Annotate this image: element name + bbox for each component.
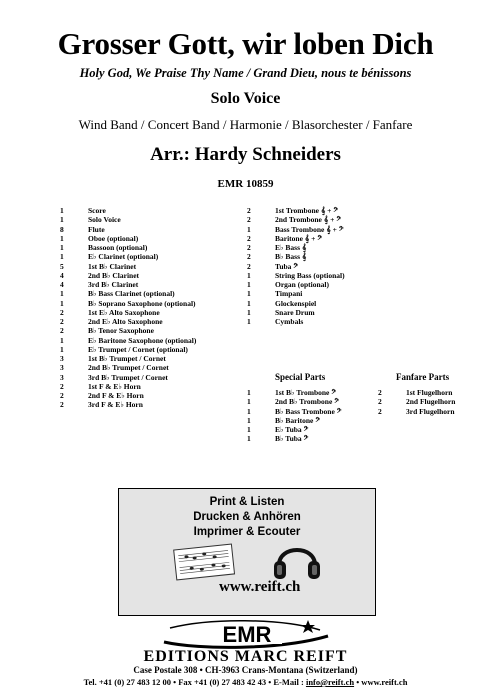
part-name: B♭ Baritone 𝄢 xyxy=(275,415,321,425)
part-name: Organ (optional) xyxy=(275,280,329,289)
part-name: 1st F & E♭ Horn xyxy=(88,381,141,391)
part-name: Oboe (optional) xyxy=(88,233,139,243)
part-name: B♭ Bass Clarinet (optional) xyxy=(88,289,175,299)
part-row xyxy=(60,243,196,252)
fanfare-parts-heading: Fanfare Parts xyxy=(396,372,450,382)
part-row xyxy=(378,407,455,416)
part-row xyxy=(60,317,196,326)
part-name: 2nd B♭ Trombone 𝄢 xyxy=(275,397,340,407)
part-row xyxy=(60,234,196,243)
part-quantity: 1 xyxy=(60,298,64,308)
part-row xyxy=(247,416,342,425)
special-parts-heading: Special Parts xyxy=(275,372,326,382)
part-name: Solo Voice xyxy=(88,215,121,225)
part-quantity: 1 xyxy=(247,307,251,317)
part-row xyxy=(60,400,196,409)
part-quantity: 2 xyxy=(60,307,64,317)
part-quantity: 1 xyxy=(60,335,64,345)
part-row xyxy=(378,397,455,406)
band-types: Wind Band / Concert Band / Harmonie / Blasorchester / Fanfare xyxy=(78,117,413,132)
part-quantity: 2 xyxy=(247,243,251,252)
part-quantity: 2 xyxy=(60,400,64,410)
part-quantity: 1 xyxy=(60,344,64,354)
part-row xyxy=(60,326,196,335)
part-name: 2nd Trombone 𝄞 + 𝄢 xyxy=(275,215,342,225)
part-row xyxy=(60,289,196,298)
part-row xyxy=(247,206,345,215)
part-name: Cymbals xyxy=(275,317,304,326)
part-quantity: 1 xyxy=(247,434,251,444)
part-quantity: 1 xyxy=(247,406,251,416)
part-quantity: 3 xyxy=(60,354,64,363)
part-row xyxy=(247,407,342,416)
part-name: 2nd F & E♭ Horn xyxy=(88,391,144,400)
emr-logo-icon xyxy=(160,616,332,650)
logo-mark: EMR xyxy=(222,622,272,647)
part-name: E♭ Trumpet / Cornet (optional) xyxy=(88,344,188,354)
part-quantity: 2 xyxy=(60,317,64,326)
part-name: B♭ Tenor Saxophone xyxy=(88,326,154,336)
part-row xyxy=(247,280,345,289)
part-row xyxy=(247,434,342,443)
part-row xyxy=(247,252,345,261)
part-quantity: 1 xyxy=(247,317,251,326)
part-name: String Bass (optional) xyxy=(275,270,345,280)
website-link[interactable]: www.reift.ch xyxy=(219,579,301,595)
part-quantity: 2 xyxy=(60,381,64,391)
part-name: 2nd B♭ Clarinet xyxy=(88,270,140,280)
part-name: Score xyxy=(88,206,106,215)
part-quantity: 4 xyxy=(60,270,64,280)
part-quantity: 1 xyxy=(247,289,251,299)
part-quantity: 1 xyxy=(247,425,251,434)
part-quantity: 2 xyxy=(378,388,382,397)
part-row xyxy=(247,308,345,317)
part-row xyxy=(247,271,345,280)
part-name: E♭ Baritone Saxophone (optional) xyxy=(88,335,197,345)
part-quantity: 2 xyxy=(60,326,64,336)
part-row xyxy=(247,262,345,271)
part-name: 3rd B♭ Trumpet / Cornet xyxy=(88,372,168,382)
part-name: 3rd Flugelhorn xyxy=(406,406,455,416)
part-row xyxy=(60,354,196,363)
part-name: 3rd B♭ Clarinet xyxy=(88,280,139,289)
promo-line-3: Imprimer & Ecouter xyxy=(193,526,301,538)
part-quantity: 8 xyxy=(60,224,64,234)
subtitle: Holy God, We Praise Thy Name / Grand Dieu, nous te bénissons xyxy=(79,66,412,80)
part-row xyxy=(60,225,196,234)
part-quantity: 1 xyxy=(247,270,251,280)
email-link[interactable]: info@reift.ch xyxy=(305,677,355,687)
part-quantity: 2 xyxy=(247,233,251,243)
part-row xyxy=(247,215,345,224)
part-name: B♭ Soprano Saxophone (optional) xyxy=(88,298,196,308)
part-name: 1st B♭ Trombone 𝄢 xyxy=(275,388,337,397)
part-name: 2nd E♭ Alto Saxophone xyxy=(88,317,163,326)
arranger: Arr.: Hardy Schneiders xyxy=(150,144,341,165)
publisher-address: Case Postale 308 • CH-3963 Crans-Montana (Switzerland) xyxy=(133,665,358,675)
part-name: Flute xyxy=(88,224,105,234)
part-quantity: 1 xyxy=(247,388,251,397)
part-row xyxy=(60,299,196,308)
part-name: B♭ Bass 𝄞 xyxy=(275,252,307,262)
contact-suffix: • www.reift.ch xyxy=(354,677,408,687)
part-row xyxy=(60,345,196,354)
part-name: Bassoon (optional) xyxy=(88,243,148,252)
parts-list-left xyxy=(60,206,196,410)
part-quantity: 2 xyxy=(378,397,382,407)
part-row xyxy=(247,243,345,252)
part-row xyxy=(247,388,342,397)
part-quantity: 1 xyxy=(247,415,251,425)
part-name: 1st B♭ Trumpet / Cornet xyxy=(88,354,166,363)
part-quantity: 2 xyxy=(247,215,251,225)
part-row xyxy=(60,391,196,400)
catalog-number: EMR 10859 xyxy=(217,178,274,190)
part-quantity: 2 xyxy=(378,406,382,416)
part-name: 1st Trombone 𝄞 + 𝄢 xyxy=(275,206,339,215)
publisher-name: EDITIONS MARC REIFT xyxy=(143,648,348,665)
part-quantity: 5 xyxy=(60,261,64,271)
part-quantity: 1 xyxy=(247,280,251,289)
part-name: 1st B♭ Clarinet xyxy=(88,261,137,271)
special-parts-list xyxy=(247,388,342,444)
part-name: Timpani xyxy=(275,289,303,299)
sheet-music-icon xyxy=(171,541,237,581)
part-name: B♭ Tuba 𝄢 xyxy=(275,434,309,444)
solo-label: Solo Voice xyxy=(210,90,281,107)
page-title: Grosser Gott, wir loben Dich xyxy=(57,26,434,61)
part-row xyxy=(60,206,196,215)
part-quantity: 1 xyxy=(60,252,64,262)
part-row xyxy=(247,317,345,326)
promo-line-2: Drucken & Anhören xyxy=(193,511,301,523)
fanfare-parts-list xyxy=(378,388,455,416)
part-quantity: 1 xyxy=(60,233,64,243)
part-name: Baritone 𝄞 + 𝄢 xyxy=(275,233,323,243)
contact-prefix: Tel. +41 (0) 27 483 12 00 • Fax +41 (0) 27 483 42 43 • E-Mail : xyxy=(83,677,306,687)
part-row xyxy=(378,388,455,397)
part-name: E♭ Tuba 𝄢 xyxy=(275,425,309,434)
part-name: E♭ Bass 𝄞 xyxy=(275,243,307,252)
part-quantity: 3 xyxy=(60,363,64,373)
part-name: 3rd F & E♭ Horn xyxy=(88,400,143,410)
part-quantity: 1 xyxy=(247,397,251,407)
part-name: Glockenspiel xyxy=(275,298,317,308)
part-name: 2nd B♭ Trumpet / Cornet xyxy=(88,363,169,373)
part-row xyxy=(247,225,345,234)
part-name: 1st E♭ Alto Saxophone xyxy=(88,307,160,317)
parts-list-middle xyxy=(247,206,345,326)
part-row xyxy=(60,373,196,382)
part-row xyxy=(60,382,196,391)
part-quantity: 1 xyxy=(247,224,251,234)
part-quantity: 3 xyxy=(60,372,64,382)
part-row xyxy=(60,280,196,289)
part-row xyxy=(247,397,342,406)
headphones-icon xyxy=(271,535,323,581)
part-quantity: 1 xyxy=(60,215,64,225)
part-row xyxy=(60,308,196,317)
part-name: E♭ Clarinet (optional) xyxy=(88,252,159,262)
promo-line-1: Print & Listen xyxy=(209,496,285,508)
part-name: Tuba 𝄢 xyxy=(275,261,299,271)
publisher-contact xyxy=(0,677,491,687)
part-row xyxy=(247,289,345,298)
part-row xyxy=(247,234,345,243)
part-quantity: 4 xyxy=(60,280,64,289)
part-row xyxy=(60,271,196,280)
part-row xyxy=(60,215,196,224)
part-quantity: 2 xyxy=(60,391,64,400)
part-quantity: 2 xyxy=(247,206,251,215)
part-quantity: 2 xyxy=(247,252,251,262)
part-quantity: 1 xyxy=(60,206,64,215)
part-row xyxy=(60,262,196,271)
part-row xyxy=(60,252,196,261)
part-quantity: 1 xyxy=(247,298,251,308)
part-name: Snare Drum xyxy=(275,307,315,317)
part-name: B♭ Bass Trombone 𝄢 xyxy=(275,406,342,416)
part-row xyxy=(247,299,345,308)
part-row xyxy=(60,336,196,345)
part-name: Bass Trombone 𝄞 + 𝄢 xyxy=(275,224,344,234)
part-quantity: 2 xyxy=(247,261,251,271)
part-quantity: 1 xyxy=(60,289,64,299)
print-listen-box[interactable] xyxy=(118,488,376,616)
part-name: 1st Flugelhorn xyxy=(406,388,453,397)
part-quantity: 1 xyxy=(60,243,64,252)
part-row xyxy=(60,363,196,372)
part-row xyxy=(247,425,342,434)
part-name: 2nd Flugelhorn xyxy=(406,397,456,407)
